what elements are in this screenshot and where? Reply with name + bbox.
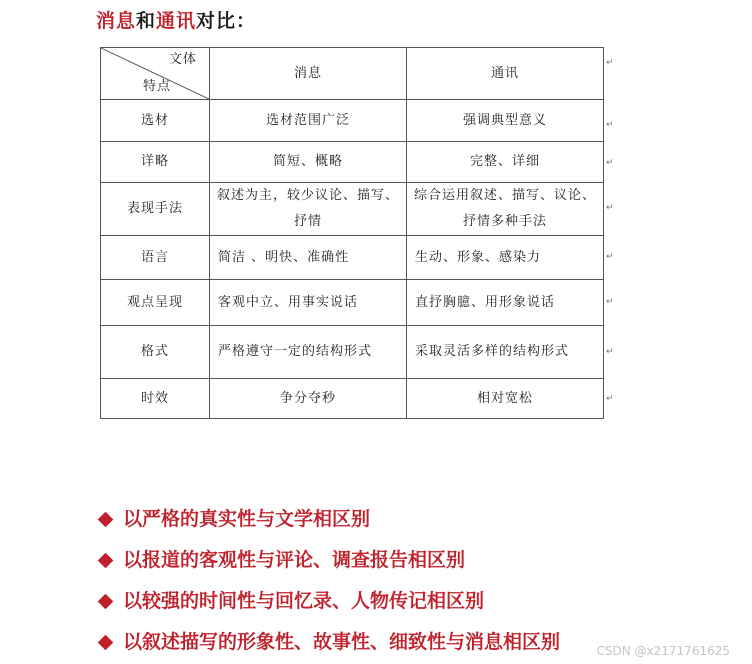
cell-tongxun: 综合运用叙述、描写、议论、抒情多种手法 xyxy=(407,183,604,236)
cell-tongxun: 采取灵活多样的结构形式 xyxy=(407,326,604,379)
page-title xyxy=(96,6,256,33)
table-row xyxy=(101,379,604,419)
cell-tongxun: 生动、形象、感染力 xyxy=(407,236,604,280)
bullet-item xyxy=(96,541,560,582)
table-row xyxy=(101,142,604,183)
row-label: 表现手法 xyxy=(101,183,210,236)
title-tongxun: 通讯 xyxy=(156,10,197,32)
table-row xyxy=(101,100,604,142)
header-tongxun: 通讯 xyxy=(407,48,604,100)
bullet-item xyxy=(96,582,560,623)
bullet-list xyxy=(96,500,560,664)
bullet-item xyxy=(96,500,560,541)
paragraph-mark: ↵ xyxy=(606,158,614,168)
cell-xiaoxi: 客观中立、用事实说话 xyxy=(210,280,407,326)
bullet-item xyxy=(96,623,560,664)
bullet-text: 以严格的真实性与文学相区别 xyxy=(123,508,371,530)
paragraph-mark: ↵ xyxy=(606,252,614,262)
paragraph-mark: ↵ xyxy=(606,347,614,357)
cell-tongxun: 直抒胸臆、用形象说话 xyxy=(407,280,604,326)
row-label: 选材 xyxy=(101,100,210,142)
bullet-text: 以较强的时间性与回忆录、人物传记相区别 xyxy=(123,590,485,612)
diamond-bullet-icon xyxy=(98,634,114,650)
table-header-row xyxy=(101,48,604,100)
title-and: 和 xyxy=(136,10,157,32)
row-label: 观点呈现 xyxy=(101,280,210,326)
row-label: 格式 xyxy=(101,326,210,379)
cell-tongxun: 完整、详细 xyxy=(407,142,604,183)
diamond-bullet-icon xyxy=(98,552,114,568)
row-label: 详略 xyxy=(101,142,210,183)
title-compare: 对比： xyxy=(196,10,257,32)
cell-xiaoxi: 叙述为主，较少议论、描写、抒情 xyxy=(210,183,407,236)
row-label: 时效 xyxy=(101,379,210,419)
corner-header-cell xyxy=(101,48,210,100)
diamond-bullet-icon xyxy=(98,511,114,527)
table-row xyxy=(101,280,604,326)
header-xiaoxi: 消息 xyxy=(210,48,407,100)
table-row xyxy=(101,183,604,236)
cell-xiaoxi: 简洁 、明快、准确性 xyxy=(210,236,407,280)
row-label: 语言 xyxy=(101,236,210,280)
corner-header-bottom: 特点 xyxy=(143,79,172,94)
table-row xyxy=(101,236,604,280)
table-row xyxy=(101,326,604,379)
paragraph-mark: ↵ xyxy=(606,297,614,307)
comparison-table xyxy=(100,47,604,419)
corner-header-top: 文体 xyxy=(168,52,197,67)
cell-tongxun: 强调典型意义 xyxy=(407,100,604,142)
bullet-text: 以叙述描写的形象性、故事性、细致性与消息相区别 xyxy=(123,631,561,653)
title-xiaoxi: 消息 xyxy=(96,10,137,32)
paragraph-mark: ↵ xyxy=(606,120,614,130)
cell-xiaoxi: 严格遵守一定的结构形式 xyxy=(210,326,407,379)
cell-tongxun: 相对宽松 xyxy=(407,379,604,419)
watermark: CSDN @x2171761625 xyxy=(596,644,730,658)
cell-xiaoxi: 争分夺秒 xyxy=(210,379,407,419)
bullet-text: 以报道的客观性与评论、调查报告相区别 xyxy=(123,549,466,571)
cell-xiaoxi: 简短、概略 xyxy=(210,142,407,183)
diamond-bullet-icon xyxy=(98,593,114,609)
paragraph-mark: ↵ xyxy=(606,203,614,213)
paragraph-mark: ↵ xyxy=(606,58,614,68)
paragraph-mark: ↵ xyxy=(606,394,614,404)
cell-xiaoxi: 选材范围广泛 xyxy=(210,100,407,142)
